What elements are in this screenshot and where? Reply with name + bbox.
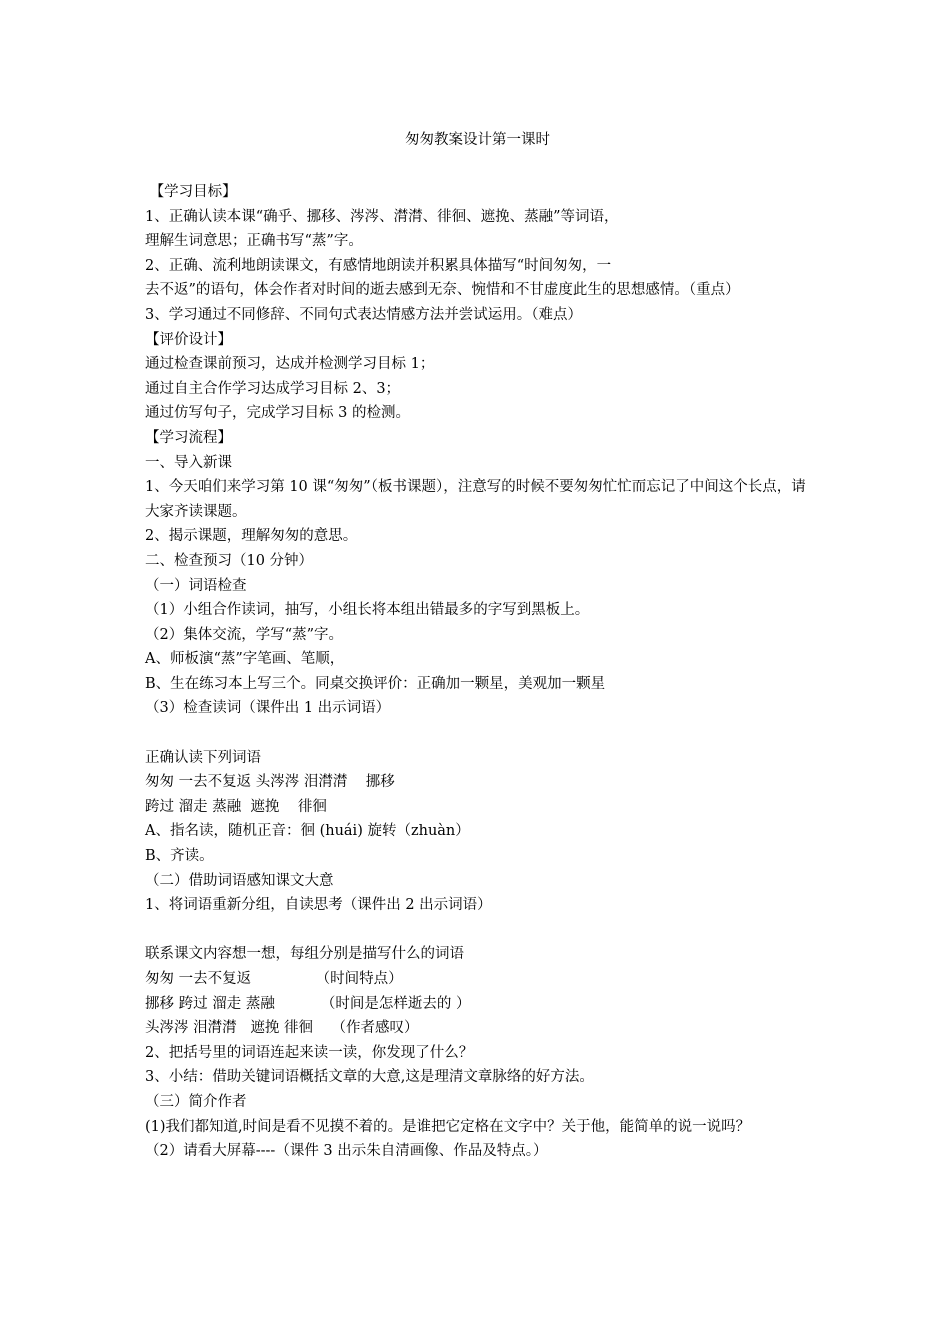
text-line: 3、学习通过不同修辞、不同句式表达情感方法并尝试运用。（难点） (145, 306, 582, 323)
text-line: 2、把括号里的词语连起来读一读，你发现了什么？ (145, 1044, 474, 1061)
text-line: （一）词语检查 (145, 577, 247, 594)
document-title: 匆匆教案设计第一课时 (405, 132, 550, 148)
document-lines (145, 180, 810, 1164)
text-line: （三）简介作者 (145, 1093, 247, 1110)
text-line: （二）借助词语感知课文大意 (145, 872, 334, 889)
text-line: 2、正确、流利地朗读课文，有感情地朗读并积累具体描写“时间匆匆，一 (145, 257, 612, 274)
text-line: 挪移 跨过 溜走 蒸融 （时间是怎样逝去的 ） (145, 995, 471, 1012)
text-line: A、师板演“蒸”字笔画、笔顺， (145, 651, 345, 668)
text-line: 正确认读下列词语 (145, 749, 261, 766)
text-line: B、生在练习本上写三个。同桌交换评价：正确加一颗星，美观加一颗星 (145, 675, 606, 692)
text-line: （2）请看大屏幕----（课件 3 出示朱自清画像、作品及特点。） (145, 1143, 548, 1160)
text-line: 头涔涔 泪潸潸 遮挽 徘徊 （作者感叹） (145, 1020, 419, 1037)
text-line: 二、检查预习（10 分钟） (145, 552, 314, 569)
text-line: 2、揭示课题，理解匆匆的意思。 (145, 528, 358, 545)
text-line: (1)我们都知道,时间是看不见摸不着的。是谁把它定格在文字中？关于他，能简单的说一说吗？ (145, 1118, 751, 1135)
text-line: （3）检查读词（课件出 1 出示词语） (145, 700, 391, 717)
text-line: B、齐读。 (145, 848, 214, 865)
text-line: 1、正确认读本课“确乎、挪移、涔涔、潸潸、徘徊、遮挽、蒸融”等词语， (145, 208, 619, 225)
text-line: 【评价设计】 (145, 331, 232, 348)
text-line: 通过自主合作学习达成学习目标 2、3； (145, 380, 401, 397)
text-line: 联系课文内容想一想，每组分别是描写什么的词语 (145, 946, 464, 963)
blank-line (145, 918, 810, 943)
text-line: 匆匆 一去不复返 头涔涔 泪潸潸 挪移 (145, 774, 395, 791)
text-line: 匆匆 一去不复返 （时间特点） (145, 971, 403, 987)
text-line: 3、小结：借助关键词语概括文章的大意,这是理清文章脉络的好方法。 (145, 1069, 594, 1086)
text-line: 【学习目标】 (145, 184, 237, 200)
text-line: 跨过 溜走 蒸融 遮挽 徘徊 (145, 798, 327, 815)
text-line: 【学习流程】 (145, 429, 232, 446)
text-line: 1、将词语重新分组，自读思考（课件出 2 出示词语） (145, 897, 492, 914)
text-line: 一、导入新课 (145, 454, 232, 471)
blank-line (145, 721, 810, 746)
text-line: A、指名读，随机正音：徊 (huái) 旋转（zhuàn） (145, 823, 470, 840)
text-line: 通过检查课前预习，达成并检测学习目标 1； (145, 356, 435, 373)
text-line: 理解生词意思；正确书写“蒸”字。 (145, 233, 363, 250)
text-line: 去不返”的语句，体会作者对时间的逝去感到无奈、惋惜和不甘虚度此生的思想感情。（重点） (145, 282, 740, 299)
text-line: 1、今天咱们来学习第 10 课“匆匆”（板书课题），注意写的时候不要匆匆忙忙而忘记了中间这个长点，请大家齐读课题。 (145, 479, 806, 520)
document-body (145, 128, 810, 1164)
text-line: 通过仿写句子，完成学习目标 3 的检测。 (145, 405, 410, 422)
text-line: （2）集体交流，学写“蒸”字。 (145, 626, 344, 643)
text-line: （1）小组合作读词，抽写，小组长将本组出错最多的字写到黑板上。 (145, 602, 590, 619)
